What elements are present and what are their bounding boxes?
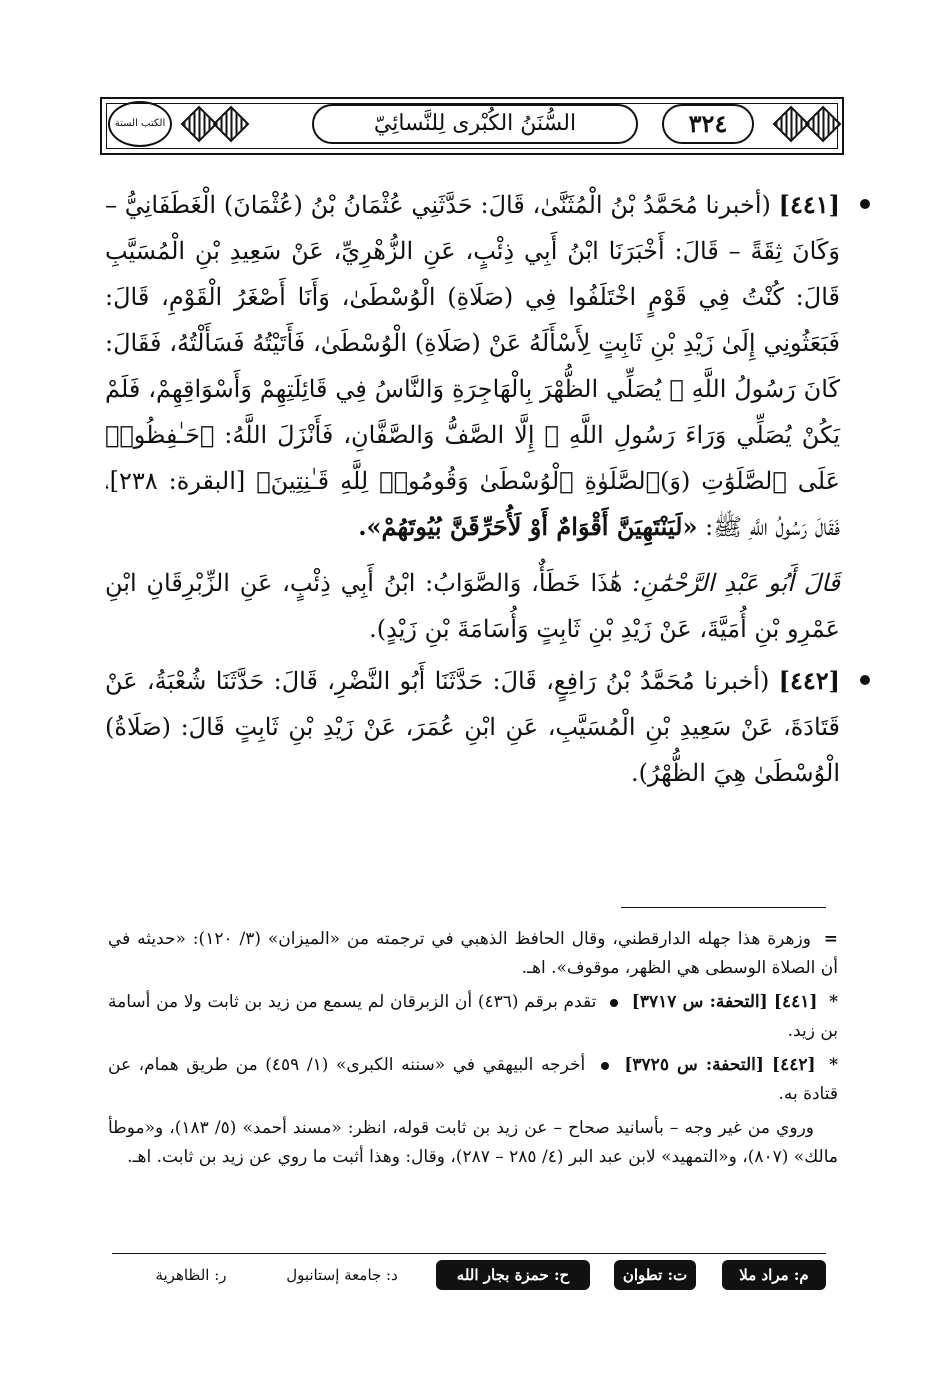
footnote [108,1114,838,1172]
footnote-text: أخرجه البيهقي في «سننه الكبرى» (١/ ٤٥٩) من طريق همام، عن قتادة به. [108,1055,838,1104]
footnote-ref: [٤٤١] [التحفة: س ٣٧١٧] [631,992,818,1012]
hadith-text: (أخبرنا مُحَمَّدُ بْنُ رَافِعٍ، قَالَ: حَدَّثَنَا أَبُو النَّضْرِ، قَالَ: حَدَّثَنَا شُعْبَةُ، عَنْ قَتَادَةَ، عَنْ سَعِيدِ بْنِ الْمُسَيَّبِ، عَنِ ابْنِ عُمَرَ، عَنْ زَيْدِ بْنِ ثَابِتٍ قَالَ: (صَلَاةُ) الْوُسْطَىٰ هِيَ الظُّهْرُ). [105,667,840,787]
page-number: ٣٢٤ [662,104,754,144]
credit-d: د: جامعة إستانبول [286,1266,398,1284]
hadith-number: [٤٤١] [778,190,841,219]
footnote-ref: [٤٤٢] [التحفة: س ٣٧٢٥] [624,1055,816,1075]
footnote-text: وروي من غير وجه – بأسانيد صحاح – عن زيد بن ثابت قوله، انظر: «مسند أحمد» (٥/ ١٨٣)، و«موطأ مالك» (٨٠٧)، و«التمهيد» لابن عبد البر (٤/ ٢٨٥ – ٢٨٧)، وقال: وهذا أثبت ما روي عن زيد بن ثابت. اهـ. [108,1118,838,1167]
footnote [108,1051,838,1109]
ornament-left [186,105,244,143]
book-title: السُّنَنُ الكُبْرى لِلنَّسائِيّ [312,104,638,144]
footnotes [108,925,838,1177]
credit-t: ت: تطوان [614,1260,696,1290]
hadith-quote: «لَيَنْتَهِيَنَّ أَقْوَامٌ أَوْ لَأُحَرِّقَنَّ بُيُوتَهُمْ». [358,512,698,541]
bottom-separator [112,1253,826,1254]
ornament-right [778,105,836,143]
footnote-marker: * [829,992,839,1012]
footnote [108,925,838,983]
manuscript-credits [112,1260,826,1292]
page-header [100,97,844,155]
seal-logo [108,101,172,147]
credit-m: م: مراد ملا [722,1260,826,1290]
author-text: هَٰذَا خَطَأٌ، وَالصَّوَابُ: ابْنُ أَبِي ذِئْبٍ، عَنِ الزِّبْرِقَانِ ابْنِ عَمْرِو بْنِ أُمَيَّةَ، عَنْ زَيْدِ بْنِ ثَابِتٍ وَأُسَامَةَ بْنِ زَيْدٍ). [105,569,840,643]
author-label: قَالَ أَبُو عَبْدِ الرَّحْمَٰنِ: [632,569,840,597]
footnote-text: وزهرة هذا جهله الدارقطني، وقال الحافظ الذهبي في ترجمته من «الميزان» (٣/ ١٢٠): «حديثه في أن الصلاة الوسطى هي الظهر، موقوف». اهـ. [108,929,838,978]
hadith-number: [٤٤٢] [778,666,840,695]
footnote-marker: * [829,1055,839,1075]
bullet-icon [860,199,870,209]
hadith-442 [105,658,840,796]
footnote [108,988,838,1046]
footnote-text: تقدم برقم (٤٣٦) أن الزبرقان لم يسمع من زيد بن ثابت ولا من أسامة بن زيد. [108,992,838,1041]
bullet-icon [601,1062,609,1070]
main-text [105,182,840,802]
hadith-text: (أخبرنا مُحَمَّدُ بْنُ الْمُثَنَّىٰ، قَالَ: حَدَّثَنِي عُثْمَانُ بْنُ (عُثْمَانَ) الْغَطَفَانِيُّ – وَكَانَ ثِقَةً – قَالَ: أَخْبَرَنَا ابْنُ أَبِي ذِئْبٍ، عَنِ الزُّهْرِيِّ، عَنْ سَعِيدِ بْنِ الْمُسَيَّبِ قَالَ: كُنْتُ فِي قَوْمٍ اخْتَلَفُوا فِي (صَلَاةِ) الْوُسْطَىٰ، وَأَنَا أَصْغَرُ الْقَوْمِ، قَالَ: فَبَعَثُونِي إِلَىٰ زَيْدِ بْنِ ثَابِتٍ لِأَسْأَلَهُ عَنْ (صَلَاةِ) الْوُسْطَىٰ، فَأَتَيْتُهُ فَسَأَلْتُهُ، فَقَالَ: كَانَ رَسُولُ اللَّهِ ﷺ يُصَلِّي الظُّهْرَ بِالْهَاجِرَةِ وَالنَّاسُ فِي قَائِلَتِهِمْ وَأَسْوَاقِهِمْ، فَلَمْ يَكُنْ يُصَلِّي وَرَاءَ رَسُولِ اللَّهِ ﷺ إِلَّا الصَّفُّ وَالصَّفَّانِ، فَأَنْزَلَ اللَّهُ: ﴿حَـٰفِظُوا۟ عَلَى ٱلصَّلَوَٰتِ (وَ)ٱلصَّلَوٰةِ ٱلْوُسْطَىٰ وَقُومُوا۟ لِلَّهِ قَـٰنِتِينَ﴾ [البقرة: ٢٣٨]، فَقَالَ رَسُولُ اللَّهِ ﷺ: [105,191,840,541]
credit-r: ر: الظاهرية [155,1266,227,1284]
footnote-separator [621,907,826,908]
bullet-icon [860,675,870,685]
credit-h: ح: حمزة بجار الله [436,1260,590,1290]
author-comment [105,560,840,652]
bullet-icon [610,999,618,1007]
hadith-441 [105,182,840,550]
seal-text: الكتب الستة [114,118,166,129]
footnote-marker: = [823,929,839,949]
